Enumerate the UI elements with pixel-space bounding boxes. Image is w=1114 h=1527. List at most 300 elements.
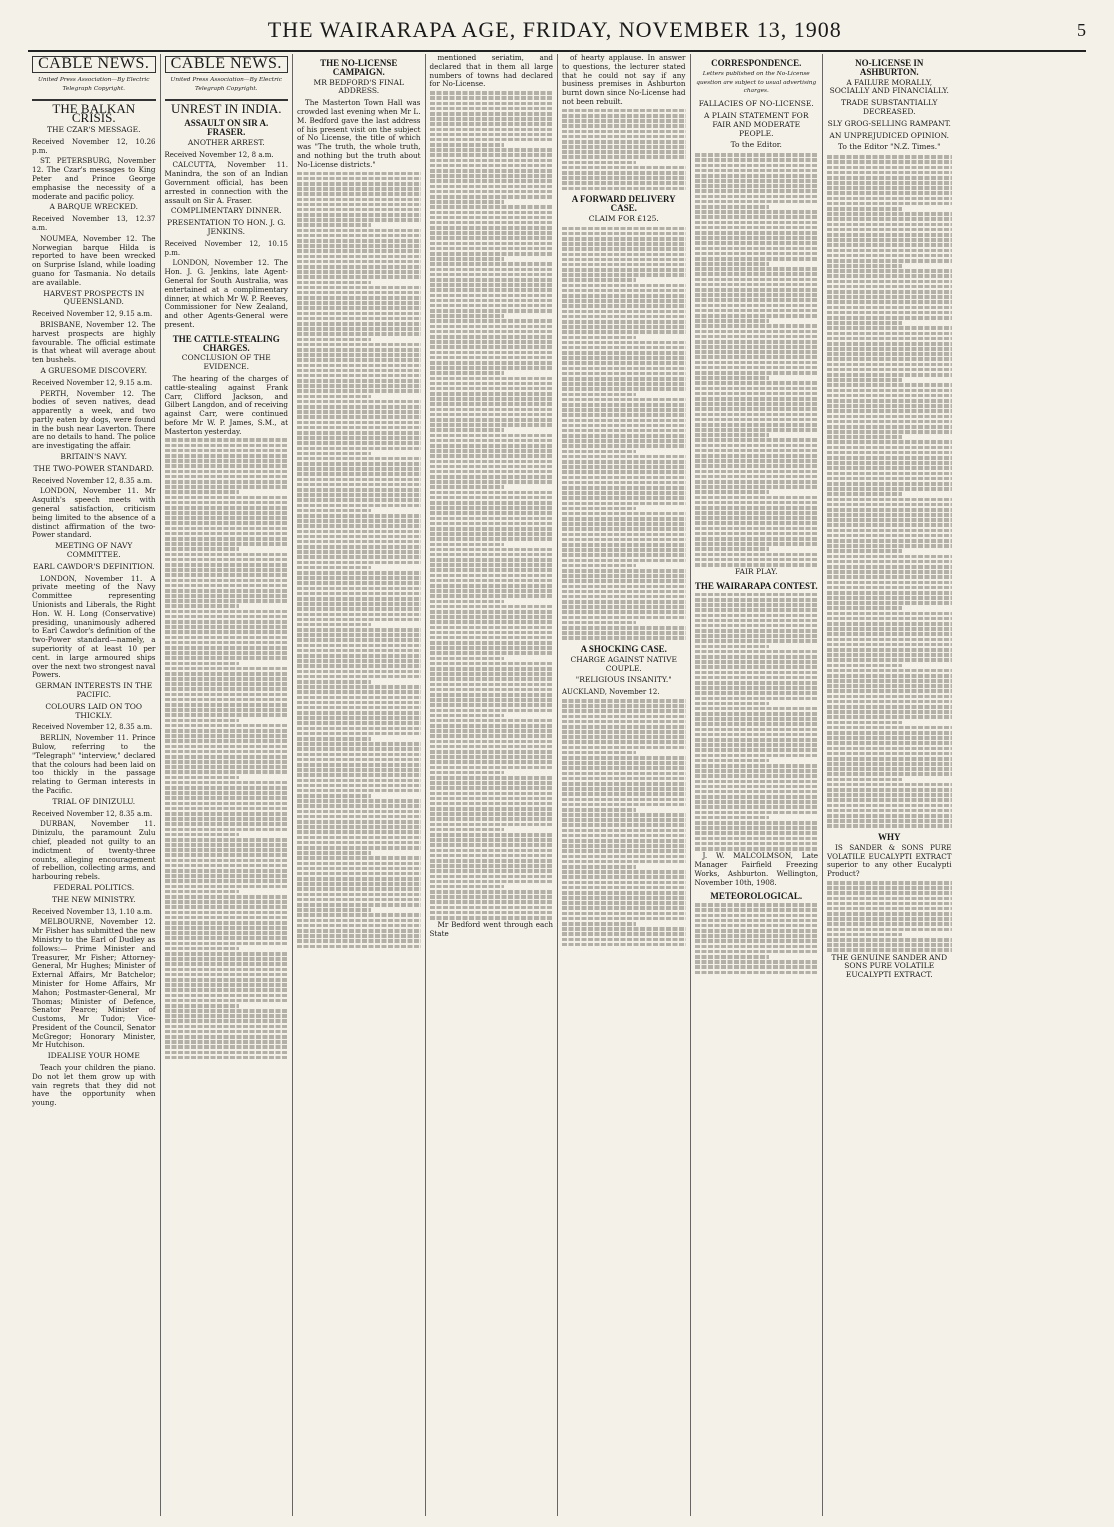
text-line: [827, 747, 952, 751]
text-line: [297, 426, 421, 430]
text-line: [165, 506, 289, 510]
text-line: [827, 809, 952, 813]
text-line: [562, 460, 686, 464]
text-line: [695, 402, 819, 406]
text-line: [430, 351, 554, 355]
text-line: [297, 239, 421, 243]
text-line: [562, 387, 686, 391]
text-line: [297, 633, 421, 637]
unrest-date: Received November 12, 8 a.m.: [164, 150, 274, 159]
text-line: [695, 743, 819, 747]
text-line: [297, 561, 421, 565]
text-line: [430, 553, 554, 557]
text-line: [297, 322, 421, 326]
text-line: [695, 759, 769, 763]
text-line: [827, 757, 952, 761]
text-line: [827, 311, 952, 315]
text-line: [562, 299, 686, 303]
text-line: [695, 179, 819, 183]
text-line: [827, 591, 952, 595]
text-line: [430, 605, 554, 609]
text-line: [827, 938, 952, 942]
correspondence-note: Letters published on the No-License question are subject to usual advertising charges.: [696, 70, 817, 95]
text-line: [827, 736, 952, 740]
text-line: [165, 879, 289, 883]
text-line: [430, 584, 554, 588]
text-line: [562, 886, 686, 890]
gruesome-heading: A GRUESOME DISCOVERY.: [40, 365, 148, 375]
cable-news-header: CABLE NEWS.: [32, 56, 156, 73]
text-line: [827, 726, 952, 730]
text-line: [297, 742, 421, 746]
text-line: [827, 337, 952, 341]
text-line: [562, 284, 686, 288]
text-line: [165, 1030, 289, 1034]
text-line: [297, 198, 421, 202]
text-line: [827, 446, 952, 450]
text-line: [562, 356, 686, 360]
text-line: [297, 364, 421, 368]
text-line: [827, 778, 902, 782]
text-line: [165, 537, 289, 541]
text-line: [827, 523, 952, 527]
text-line: [297, 281, 371, 285]
text-line: [165, 786, 289, 790]
text-line: [165, 1035, 289, 1039]
text-line: [165, 516, 289, 520]
text-line: [827, 752, 952, 756]
text-line: [562, 725, 686, 729]
text-line: [430, 859, 554, 863]
text-line: [297, 395, 371, 399]
text-line: [562, 756, 686, 760]
barque-heading: A BARQUE WRECKED.: [49, 202, 138, 212]
text-line: [430, 750, 554, 754]
text-line: [695, 712, 819, 716]
text-line: [695, 158, 819, 162]
text-line: [695, 934, 819, 938]
navy-heading: BRITAIN'S NAVY.: [60, 452, 128, 462]
text-line: [562, 176, 686, 180]
text-line: [827, 627, 952, 631]
text-line: [695, 236, 819, 240]
text-line: [430, 558, 554, 562]
text-line: [562, 263, 686, 267]
text-line: [430, 371, 504, 375]
text-line: [165, 807, 289, 811]
text-line: [297, 613, 421, 617]
text-line: [297, 768, 421, 772]
text-line: [827, 767, 952, 771]
text-line: [827, 269, 952, 273]
text-line: [430, 402, 554, 406]
text-line: [562, 751, 636, 755]
text-line: [827, 357, 952, 361]
text-line: [297, 452, 371, 456]
text-line: [297, 514, 421, 518]
text-line: [430, 434, 554, 438]
text-line: [165, 1051, 289, 1055]
text-line: [562, 486, 686, 490]
text-line: [297, 716, 421, 720]
czar-date: Received November 12, 10.26 p.m.: [32, 137, 156, 155]
text-line: [562, 600, 686, 604]
text-line: [827, 549, 902, 553]
text-line: [430, 755, 554, 759]
text-line: [827, 217, 952, 221]
text-line: [695, 153, 819, 157]
text-line: [430, 729, 554, 733]
text-line: [562, 746, 686, 750]
text-line: [562, 227, 686, 231]
text-line: [695, 241, 819, 245]
page-columns: [28, 54, 1088, 1516]
text-line: [165, 1040, 289, 1044]
text-line: [562, 346, 686, 350]
text-line: [695, 821, 819, 825]
text-line: [430, 309, 554, 313]
text-line: [297, 524, 421, 528]
text-line: [297, 758, 421, 762]
text-line: [695, 184, 819, 188]
text-line: [827, 798, 952, 802]
text-line: [827, 435, 902, 439]
text-line: [562, 704, 686, 708]
text-line: [695, 837, 819, 841]
text-line: [165, 755, 289, 759]
text-line: [297, 348, 421, 352]
text-line: [562, 470, 686, 474]
text-line: [827, 404, 952, 408]
text-line: [695, 780, 819, 784]
fair-play-signoff: FAIR PLAY.: [735, 567, 778, 577]
text-line: [297, 581, 421, 585]
text-line: [430, 96, 554, 100]
text-line: [827, 804, 952, 808]
genuine-ad-footer: THE GENUINE SANDER AND SONS PURE VOLATILE EUCALYPTI EXTRACT.: [831, 952, 948, 980]
text-line: [297, 659, 421, 663]
text-line: [430, 501, 554, 505]
article-text-block: [695, 153, 819, 566]
federal-date: Received November 13, 1.10 a.m.: [32, 907, 153, 916]
text-line: [297, 208, 421, 212]
text-line: [695, 558, 819, 562]
text-line: [827, 762, 952, 766]
text-line: [827, 264, 902, 268]
text-line: [297, 638, 421, 642]
column-3: [293, 54, 426, 1516]
text-line: [695, 283, 819, 287]
meteorological-heading: METEOROLOGICAL.: [710, 891, 803, 902]
text-line: [827, 228, 952, 232]
auckland-dateline: AUCKLAND, November 12.: [562, 688, 660, 697]
text-line: [297, 270, 421, 274]
text-line: [430, 268, 554, 272]
text-line: [297, 187, 421, 191]
text-line: [165, 994, 289, 998]
text-line: [430, 179, 554, 183]
text-line: [695, 774, 819, 778]
text-line: [695, 205, 769, 209]
text-line: [562, 553, 686, 557]
text-line: [827, 617, 952, 621]
text-line: [165, 911, 289, 915]
text-line: [827, 933, 902, 937]
text-line: [297, 623, 371, 627]
column-7: [823, 54, 956, 1516]
text-line: [297, 747, 421, 751]
text-line: [695, 195, 819, 199]
dinizulu-date: Received November 12, 8.35 a.m.: [32, 809, 153, 818]
cawdor-heading: EARL CAWDOR'S DEFINITION.: [32, 561, 155, 571]
text-line: [165, 916, 289, 920]
navy-subheading: THE TWO-POWER STANDARD.: [33, 463, 154, 473]
text-line: [430, 626, 554, 630]
text-line: [695, 210, 819, 214]
text-line: [562, 932, 686, 936]
text-line: [562, 124, 686, 128]
text-line: [695, 785, 819, 789]
text-line: [165, 895, 289, 899]
text-line: [430, 828, 504, 832]
text-line: [827, 290, 952, 294]
page-number: 5: [1076, 19, 1086, 40]
text-line: [695, 655, 819, 659]
text-line: [430, 107, 554, 111]
text-line: [695, 619, 819, 623]
barque-date: Received November 13, 12.37 a.m.: [32, 215, 156, 232]
text-line: [297, 872, 421, 876]
text-line: [827, 243, 952, 247]
text-line: [827, 689, 952, 693]
text-line: [827, 223, 952, 227]
text-line: [827, 425, 952, 429]
text-line: [430, 683, 554, 687]
text-line: [695, 639, 819, 643]
text-line: [297, 773, 421, 777]
text-line: [695, 496, 819, 500]
text-line: [827, 886, 952, 890]
text-line: [827, 586, 952, 590]
text-line: [695, 262, 769, 266]
text-line: [827, 581, 952, 585]
text-line: [827, 674, 952, 678]
text-line: [562, 130, 686, 134]
text-line: [165, 750, 289, 754]
text-line: [297, 177, 421, 181]
text-line: [695, 939, 819, 943]
text-line: [430, 511, 554, 515]
text-line: [165, 1004, 239, 1008]
text-line: [165, 833, 239, 837]
text-line: [430, 760, 554, 764]
text-line: [430, 631, 554, 635]
text-line: [695, 355, 819, 359]
text-line: [297, 799, 421, 803]
federal-body: MELBOURNE, November 12. Mr Fisher has submitted the new Ministry to the Earl of Dudley as follows:— Prime Minister and Treasurer, Mr Fisher; Attorney-General, Mr Hughes; Minister of External Affairs, Mr Batchelor; Minister for Home Affairs, Mr Mahon; Postmaster-General, Mr Thomas; Minister of Defence, Senator Pearce; Minister of Customs, Mr Tudor; Vice-President of the Council, Senator McGregor; Honorary Minister, Mr Hutchison.: [32, 917, 156, 1050]
text-line: [827, 664, 902, 668]
text-line: [695, 387, 819, 391]
text-line: [430, 496, 554, 500]
text-line: [562, 585, 686, 589]
text-line: [695, 603, 819, 607]
text-line: [297, 374, 421, 378]
text-line: [827, 824, 952, 828]
text-line: [430, 195, 554, 199]
navy-date: Received November 12, 8.35 a.m.: [32, 476, 153, 485]
text-line: [165, 962, 289, 966]
text-line: [430, 698, 554, 702]
text-line: [165, 470, 289, 474]
text-line: [165, 542, 289, 546]
text-line: [165, 859, 289, 863]
text-line: [430, 527, 554, 531]
text-line: [430, 226, 554, 230]
text-line: [695, 795, 819, 799]
text-line: [562, 320, 686, 324]
text-line: [297, 701, 421, 705]
text-line: [562, 330, 686, 334]
text-line: [695, 702, 769, 706]
text-line: [827, 285, 952, 289]
text-line: [430, 102, 554, 106]
text-line: [297, 498, 421, 502]
text-line: [695, 371, 819, 375]
text-line: [297, 887, 421, 891]
text-line: [827, 316, 952, 320]
text-line: [430, 460, 554, 464]
text-line: [297, 535, 421, 539]
text-line: [695, 330, 819, 334]
text-line: [562, 434, 686, 438]
text-line: [430, 714, 504, 718]
text-line: [297, 903, 421, 907]
text-line: [430, 734, 554, 738]
text-line: [562, 382, 686, 386]
cawdor-body: LONDON, November 11. A private meeting of the Navy Committee representing Unionists and Liberals, the Right Hon. W. H. Long (Conservative) presiding, unanimously adhered to Earl Cawdor's definition of the two-Power standard—namely, a superiority of at least 10 per cent. in large armoured ships over the next two strongest naval Powers.: [32, 573, 156, 680]
text-line: [695, 764, 819, 768]
text-line: [165, 604, 239, 608]
text-line: [430, 651, 554, 655]
text-line: [827, 191, 952, 195]
text-line: [695, 215, 819, 219]
text-line: [430, 382, 554, 386]
text-line: [297, 332, 421, 336]
shocking-case-heading: A SHOCKING CASE.: [580, 643, 667, 654]
text-line: [695, 532, 819, 536]
text-line: [430, 854, 554, 858]
text-line: [297, 789, 421, 793]
text-line: [165, 615, 289, 619]
text-line: [297, 249, 421, 253]
text-line: [430, 428, 504, 432]
text-line: [430, 745, 554, 749]
text-line: [695, 174, 819, 178]
text-line: [165, 563, 289, 567]
text-line: [297, 213, 421, 217]
text-line: [430, 413, 554, 417]
text-line: [695, 733, 819, 737]
text-line: [562, 605, 686, 609]
text-line: [695, 366, 819, 370]
idealise-heading: IDEALISE YOUR HOME: [47, 1051, 140, 1061]
text-line: [165, 968, 289, 972]
text-line: [297, 192, 421, 196]
text-line: [165, 464, 289, 468]
text-line: [695, 293, 819, 297]
text-line: [430, 216, 554, 220]
text-line: [562, 782, 686, 786]
text-line: [562, 237, 686, 241]
text-line: [562, 818, 686, 822]
text-line: [297, 488, 421, 492]
text-line: [430, 465, 554, 469]
text-line: [695, 164, 819, 168]
text-line: [827, 171, 952, 175]
text-line: [827, 399, 952, 403]
plain-statement-subheading: A PLAIN STATEMENT FOR FAIR AND MODERATE PEOPLE.: [704, 110, 809, 138]
text-line: [430, 776, 554, 780]
text-line: [297, 592, 421, 596]
text-line: [827, 466, 952, 470]
arrest-subheading: ANOTHER ARREST.: [187, 137, 265, 147]
text-line: [827, 472, 952, 476]
text-line: [165, 739, 289, 743]
text-line: [297, 286, 421, 290]
text-line: [562, 922, 636, 926]
text-line: [165, 589, 289, 593]
text-line: [430, 532, 554, 536]
text-line: [297, 353, 421, 357]
text-line: [430, 283, 554, 287]
text-line: [430, 340, 554, 344]
text-line: [297, 410, 421, 414]
dinner-date: Received November 12, 10.15 p.m.: [164, 239, 288, 257]
text-line: [297, 260, 421, 264]
text-line: [430, 895, 554, 899]
text-line: [297, 306, 421, 310]
text-line: [695, 971, 819, 975]
text-line: [430, 128, 554, 132]
unprejudiced-subheading: AN UNPREJUDICED OPINION.: [829, 130, 950, 140]
text-line: [562, 803, 686, 807]
text-line: [562, 917, 686, 921]
text-line: [165, 1025, 289, 1029]
text-line: [827, 249, 952, 253]
text-line: [562, 730, 686, 734]
text-line: [297, 939, 421, 943]
text-line: [297, 690, 421, 694]
text-line: [827, 643, 952, 647]
text-line: [297, 472, 421, 476]
text-line: [695, 376, 769, 380]
text-line: [430, 517, 554, 521]
text-line: [430, 766, 554, 770]
sly-grog-subheading: SLY GROG-SELLING RAMPANT.: [827, 118, 951, 128]
cattle-subheading: CONCLUSION OF THE EVIDENCE.: [181, 353, 271, 372]
text-line: [562, 522, 686, 526]
text-line: [827, 259, 952, 263]
text-line: [297, 172, 421, 176]
text-line: [165, 682, 289, 686]
text-line: [562, 699, 686, 703]
text-line: [562, 564, 636, 568]
text-line: [562, 844, 686, 848]
text-line: [827, 570, 952, 574]
text-line: [297, 317, 421, 321]
text-line: [695, 470, 819, 474]
text-line: [695, 226, 819, 230]
